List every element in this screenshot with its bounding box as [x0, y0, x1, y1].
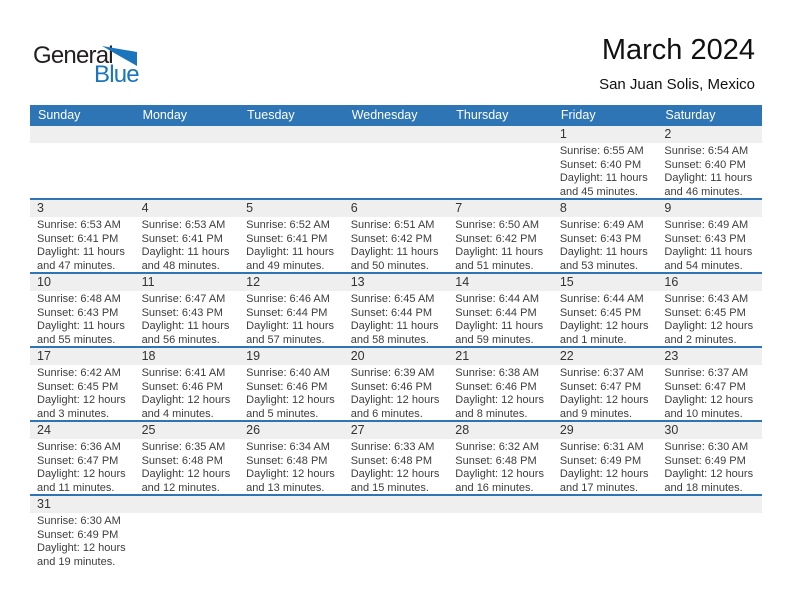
day-number: 17	[30, 348, 135, 365]
sunrise-text: Sunrise: 6:47 AM	[141, 293, 226, 305]
sunrise-text: Sunrise: 6:53 AM	[141, 219, 226, 231]
day-number	[344, 496, 449, 513]
sunset-text: Sunset: 6:41 PM	[141, 232, 223, 245]
general-blue-logo	[33, 42, 153, 92]
day-cell-9	[657, 200, 762, 272]
day-details	[553, 439, 658, 494]
day-details	[448, 439, 553, 494]
week-row	[30, 348, 762, 422]
sunset-text: Sunset: 6:41 PM	[246, 232, 328, 245]
day-number	[30, 126, 135, 143]
daylight-text: Daylight: 12 hours and 17 minutes.	[559, 468, 649, 494]
sunrise-text: Sunrise: 6:37 AM	[559, 367, 644, 379]
day-cell-1	[553, 126, 658, 198]
daylight-text: Daylight: 11 hours and 53 minutes.	[559, 246, 648, 272]
sunrise-text: Sunrise: 6:49 AM	[559, 219, 644, 231]
weekday-tuesday: Tuesday	[247, 108, 295, 122]
day-details	[553, 143, 658, 198]
sunset-text: Sunset: 6:43 PM	[664, 232, 746, 245]
day-number: 16	[657, 274, 762, 291]
sunset-text: Sunset: 6:49 PM	[664, 454, 746, 467]
day-cell-28	[448, 422, 553, 494]
daylight-text: Daylight: 11 hours and 54 minutes.	[664, 246, 753, 272]
day-details	[30, 439, 135, 494]
sunset-text: Sunset: 6:42 PM	[350, 232, 433, 245]
day-details	[30, 513, 135, 568]
sunset-text: Sunset: 6:43 PM	[37, 306, 119, 319]
day-cell-15	[553, 274, 658, 346]
day-details	[239, 365, 344, 420]
day-cell-10	[30, 274, 135, 346]
daylight-text: Daylight: 12 hours and 4 minutes.	[141, 394, 231, 420]
day-details	[344, 217, 449, 272]
sunset-text: Sunset: 6:40 PM	[559, 158, 642, 171]
day-cell-empty	[239, 496, 344, 568]
daylight-text: Daylight: 11 hours and 49 minutes.	[246, 246, 334, 272]
day-cell-18	[135, 348, 240, 420]
day-details	[239, 439, 344, 494]
daylight-text: Daylight: 12 hours and 2 minutes.	[664, 320, 754, 346]
day-details	[239, 217, 344, 272]
day-cell-empty	[553, 496, 658, 568]
sunset-text: Sunset: 6:40 PM	[664, 158, 746, 171]
day-details	[657, 143, 762, 198]
sunrise-text: Sunrise: 6:46 AM	[246, 293, 330, 305]
day-details	[135, 439, 240, 494]
day-cell-2	[657, 126, 762, 198]
day-details	[135, 217, 240, 272]
daylight-text: Daylight: 11 hours and 57 minutes.	[246, 320, 334, 346]
daylight-text: Daylight: 11 hours and 58 minutes.	[350, 320, 439, 346]
day-cell-empty	[448, 496, 553, 568]
day-details	[448, 365, 553, 420]
day-number: 13	[344, 274, 449, 291]
day-number: 4	[135, 200, 240, 217]
sunset-text: Sunset: 6:46 PM	[350, 380, 433, 393]
day-number: 30	[657, 422, 762, 439]
day-details	[135, 365, 240, 420]
day-cell-22	[553, 348, 658, 420]
weekday-monday: Monday	[142, 108, 188, 122]
day-cell-21	[448, 348, 553, 420]
day-cell-14	[448, 274, 553, 346]
daylight-text: Daylight: 11 hours and 45 minutes.	[559, 172, 648, 198]
day-cell-6	[344, 200, 449, 272]
daylight-text: Daylight: 11 hours and 51 minutes.	[455, 246, 544, 272]
daylight-text: Daylight: 12 hours and 1 minute.	[559, 320, 649, 346]
day-cell-empty	[657, 496, 762, 568]
day-cell-30	[657, 422, 762, 494]
sunrise-text: Sunrise: 6:51 AM	[350, 219, 435, 231]
day-details	[30, 365, 135, 420]
day-cell-26	[239, 422, 344, 494]
day-number: 23	[657, 348, 762, 365]
daylight-text: Daylight: 12 hours and 8 minutes.	[455, 394, 544, 420]
sunset-text: Sunset: 6:46 PM	[455, 380, 537, 393]
daylight-text: Daylight: 12 hours and 3 minutes.	[37, 394, 126, 420]
sunset-text: Sunset: 6:44 PM	[246, 306, 328, 319]
sunset-text: Sunset: 6:47 PM	[37, 454, 119, 467]
day-details	[448, 217, 553, 272]
daylight-text: Daylight: 11 hours and 46 minutes.	[664, 172, 753, 198]
weekday-wednesday: Wednesday	[351, 108, 418, 122]
day-number: 27	[344, 422, 449, 439]
sunrise-text: Sunrise: 6:40 AM	[246, 367, 330, 379]
daylight-text: Daylight: 12 hours and 11 minutes.	[37, 468, 126, 494]
sunset-text: Sunset: 6:42 PM	[455, 232, 537, 245]
day-number: 3	[30, 200, 135, 217]
day-cell-7	[448, 200, 553, 272]
day-number	[448, 496, 553, 513]
sunrise-text: Sunrise: 6:33 AM	[350, 441, 435, 453]
sunset-text: Sunset: 6:45 PM	[664, 306, 746, 319]
week-row	[30, 126, 762, 200]
week-row	[30, 274, 762, 348]
weekday-thursday: Thursday	[456, 108, 509, 122]
day-number	[448, 126, 553, 143]
daylight-text: Daylight: 11 hours and 50 minutes.	[350, 246, 439, 272]
sunset-text: Sunset: 6:44 PM	[455, 306, 537, 319]
daylight-text: Daylight: 12 hours and 9 minutes.	[559, 394, 649, 420]
day-number: 12	[239, 274, 344, 291]
sunrise-text: Sunrise: 6:30 AM	[37, 515, 121, 527]
day-details	[344, 439, 449, 494]
day-details	[553, 291, 658, 346]
day-number	[553, 496, 658, 513]
day-number: 1	[553, 126, 658, 143]
weeks-container	[30, 126, 762, 568]
sunrise-text: Sunrise: 6:38 AM	[455, 367, 540, 379]
logo-text-blue: Blue	[94, 61, 139, 88]
sunrise-text: Sunrise: 6:44 AM	[559, 293, 644, 305]
week-row	[30, 496, 762, 568]
daylight-text: Daylight: 12 hours and 15 minutes.	[350, 468, 440, 494]
day-cell-empty	[135, 496, 240, 568]
sunrise-text: Sunrise: 6:36 AM	[37, 441, 121, 453]
sunset-text: Sunset: 6:49 PM	[37, 528, 119, 541]
day-number: 2	[657, 126, 762, 143]
day-cell-5	[239, 200, 344, 272]
logo-text-general: General	[33, 42, 113, 69]
day-cell-12	[239, 274, 344, 346]
sunset-text: Sunset: 6:47 PM	[664, 380, 746, 393]
day-number: 7	[448, 200, 553, 217]
day-cell-17	[30, 348, 135, 420]
daylight-text: Daylight: 12 hours and 12 minutes.	[141, 468, 231, 494]
sunset-text: Sunset: 6:48 PM	[350, 454, 433, 467]
day-number	[135, 126, 240, 143]
day-number: 28	[448, 422, 553, 439]
day-cell-4	[135, 200, 240, 272]
day-details	[30, 217, 135, 272]
sunset-text: Sunset: 6:45 PM	[37, 380, 119, 393]
day-details	[344, 291, 449, 346]
sunrise-text: Sunrise: 6:35 AM	[141, 441, 226, 453]
day-number: 29	[553, 422, 658, 439]
sunset-text: Sunset: 6:46 PM	[141, 380, 223, 393]
sunrise-text: Sunrise: 6:54 AM	[664, 145, 749, 157]
sunrise-text: Sunrise: 6:50 AM	[455, 219, 540, 231]
sunrise-text: Sunrise: 6:43 AM	[664, 293, 749, 305]
day-number: 20	[344, 348, 449, 365]
day-cell-23	[657, 348, 762, 420]
day-details	[657, 365, 762, 420]
sunset-text: Sunset: 6:44 PM	[350, 306, 433, 319]
page-title: March 2024	[601, 34, 755, 66]
daylight-text: Daylight: 11 hours and 55 minutes.	[37, 320, 125, 346]
daylight-text: Daylight: 12 hours and 5 minutes.	[246, 394, 335, 420]
day-details	[135, 291, 240, 346]
day-cell-31	[30, 496, 135, 568]
daylight-text: Daylight: 12 hours and 13 minutes.	[246, 468, 335, 494]
day-cell-29	[553, 422, 658, 494]
sunrise-text: Sunrise: 6:48 AM	[37, 293, 121, 305]
weekday-saturday: Saturday	[665, 108, 716, 122]
sunrise-text: Sunrise: 6:55 AM	[559, 145, 644, 157]
day-number	[135, 496, 240, 513]
day-cell-8	[553, 200, 658, 272]
sunset-text: Sunset: 6:45 PM	[559, 306, 642, 319]
sunset-text: Sunset: 6:43 PM	[141, 306, 223, 319]
day-cell-empty	[344, 126, 449, 198]
day-number: 15	[553, 274, 658, 291]
day-number: 10	[30, 274, 135, 291]
day-number: 9	[657, 200, 762, 217]
page-subtitle: San Juan Solis, Mexico	[599, 76, 755, 93]
day-number	[657, 496, 762, 513]
day-cell-19	[239, 348, 344, 420]
day-number	[239, 496, 344, 513]
day-details	[657, 291, 762, 346]
sunrise-text: Sunrise: 6:30 AM	[664, 441, 749, 453]
day-cell-27	[344, 422, 449, 494]
day-number	[239, 126, 344, 143]
week-row	[30, 422, 762, 496]
sunrise-text: Sunrise: 6:37 AM	[664, 367, 749, 379]
day-details	[553, 217, 658, 272]
day-details	[448, 291, 553, 346]
daylight-text: Daylight: 11 hours and 59 minutes.	[455, 320, 544, 346]
day-cell-empty	[344, 496, 449, 568]
daylight-text: Daylight: 12 hours and 6 minutes.	[350, 394, 440, 420]
weekday-friday: Friday	[560, 108, 596, 122]
day-number: 6	[344, 200, 449, 217]
day-number	[344, 126, 449, 143]
day-number: 25	[135, 422, 240, 439]
week-row	[30, 200, 762, 274]
sunset-text: Sunset: 6:43 PM	[559, 232, 642, 245]
day-cell-13	[344, 274, 449, 346]
day-cell-16	[657, 274, 762, 346]
sunrise-text: Sunrise: 6:42 AM	[37, 367, 121, 379]
day-cell-empty	[135, 126, 240, 198]
daylight-text: Daylight: 12 hours and 10 minutes.	[664, 394, 754, 420]
sunset-text: Sunset: 6:48 PM	[141, 454, 223, 467]
sunrise-text: Sunrise: 6:41 AM	[141, 367, 226, 379]
sunrise-text: Sunrise: 6:45 AM	[350, 293, 435, 305]
day-details	[657, 217, 762, 272]
day-cell-20	[344, 348, 449, 420]
day-number: 22	[553, 348, 658, 365]
daylight-text: Daylight: 11 hours and 48 minutes.	[141, 246, 230, 272]
sunset-text: Sunset: 6:41 PM	[37, 232, 119, 245]
day-number: 26	[239, 422, 344, 439]
sunset-text: Sunset: 6:47 PM	[559, 380, 642, 393]
day-number: 5	[239, 200, 344, 217]
sunrise-text: Sunrise: 6:32 AM	[455, 441, 540, 453]
daylight-text: Daylight: 11 hours and 56 minutes.	[141, 320, 230, 346]
day-details	[239, 291, 344, 346]
day-details	[657, 439, 762, 494]
day-number: 8	[553, 200, 658, 217]
day-number: 31	[30, 496, 135, 513]
day-cell-3	[30, 200, 135, 272]
title-block	[599, 34, 755, 93]
sunrise-text: Sunrise: 6:44 AM	[455, 293, 540, 305]
sunrise-text: Sunrise: 6:31 AM	[559, 441, 644, 453]
sunset-text: Sunset: 6:48 PM	[246, 454, 328, 467]
day-details	[344, 365, 449, 420]
daylight-text: Daylight: 12 hours and 18 minutes.	[664, 468, 754, 494]
calendar-grid	[30, 105, 762, 568]
sunrise-text: Sunrise: 6:52 AM	[246, 219, 330, 231]
day-number: 24	[30, 422, 135, 439]
day-details	[30, 291, 135, 346]
daylight-text: Daylight: 12 hours and 16 minutes.	[455, 468, 544, 494]
sunset-text: Sunset: 6:46 PM	[246, 380, 328, 393]
daylight-text: Daylight: 12 hours and 19 minutes.	[37, 542, 126, 568]
sunrise-text: Sunrise: 6:39 AM	[350, 367, 435, 379]
day-number: 21	[448, 348, 553, 365]
sunrise-text: Sunrise: 6:34 AM	[246, 441, 330, 453]
day-details	[553, 365, 658, 420]
sunset-text: Sunset: 6:49 PM	[559, 454, 642, 467]
weekday-sunday: Sunday	[38, 108, 81, 122]
day-cell-empty	[239, 126, 344, 198]
day-cell-24	[30, 422, 135, 494]
sunset-text: Sunset: 6:48 PM	[455, 454, 537, 467]
day-cell-25	[135, 422, 240, 494]
day-cell-11	[135, 274, 240, 346]
day-number: 11	[135, 274, 240, 291]
day-cell-empty	[448, 126, 553, 198]
sunrise-text: Sunrise: 6:53 AM	[37, 219, 121, 231]
day-number: 14	[448, 274, 553, 291]
day-cell-empty	[30, 126, 135, 198]
sunrise-text: Sunrise: 6:49 AM	[664, 219, 749, 231]
daylight-text: Daylight: 11 hours and 47 minutes.	[37, 246, 125, 272]
day-number: 19	[239, 348, 344, 365]
weekday-header-row	[30, 105, 762, 126]
day-number: 18	[135, 348, 240, 365]
